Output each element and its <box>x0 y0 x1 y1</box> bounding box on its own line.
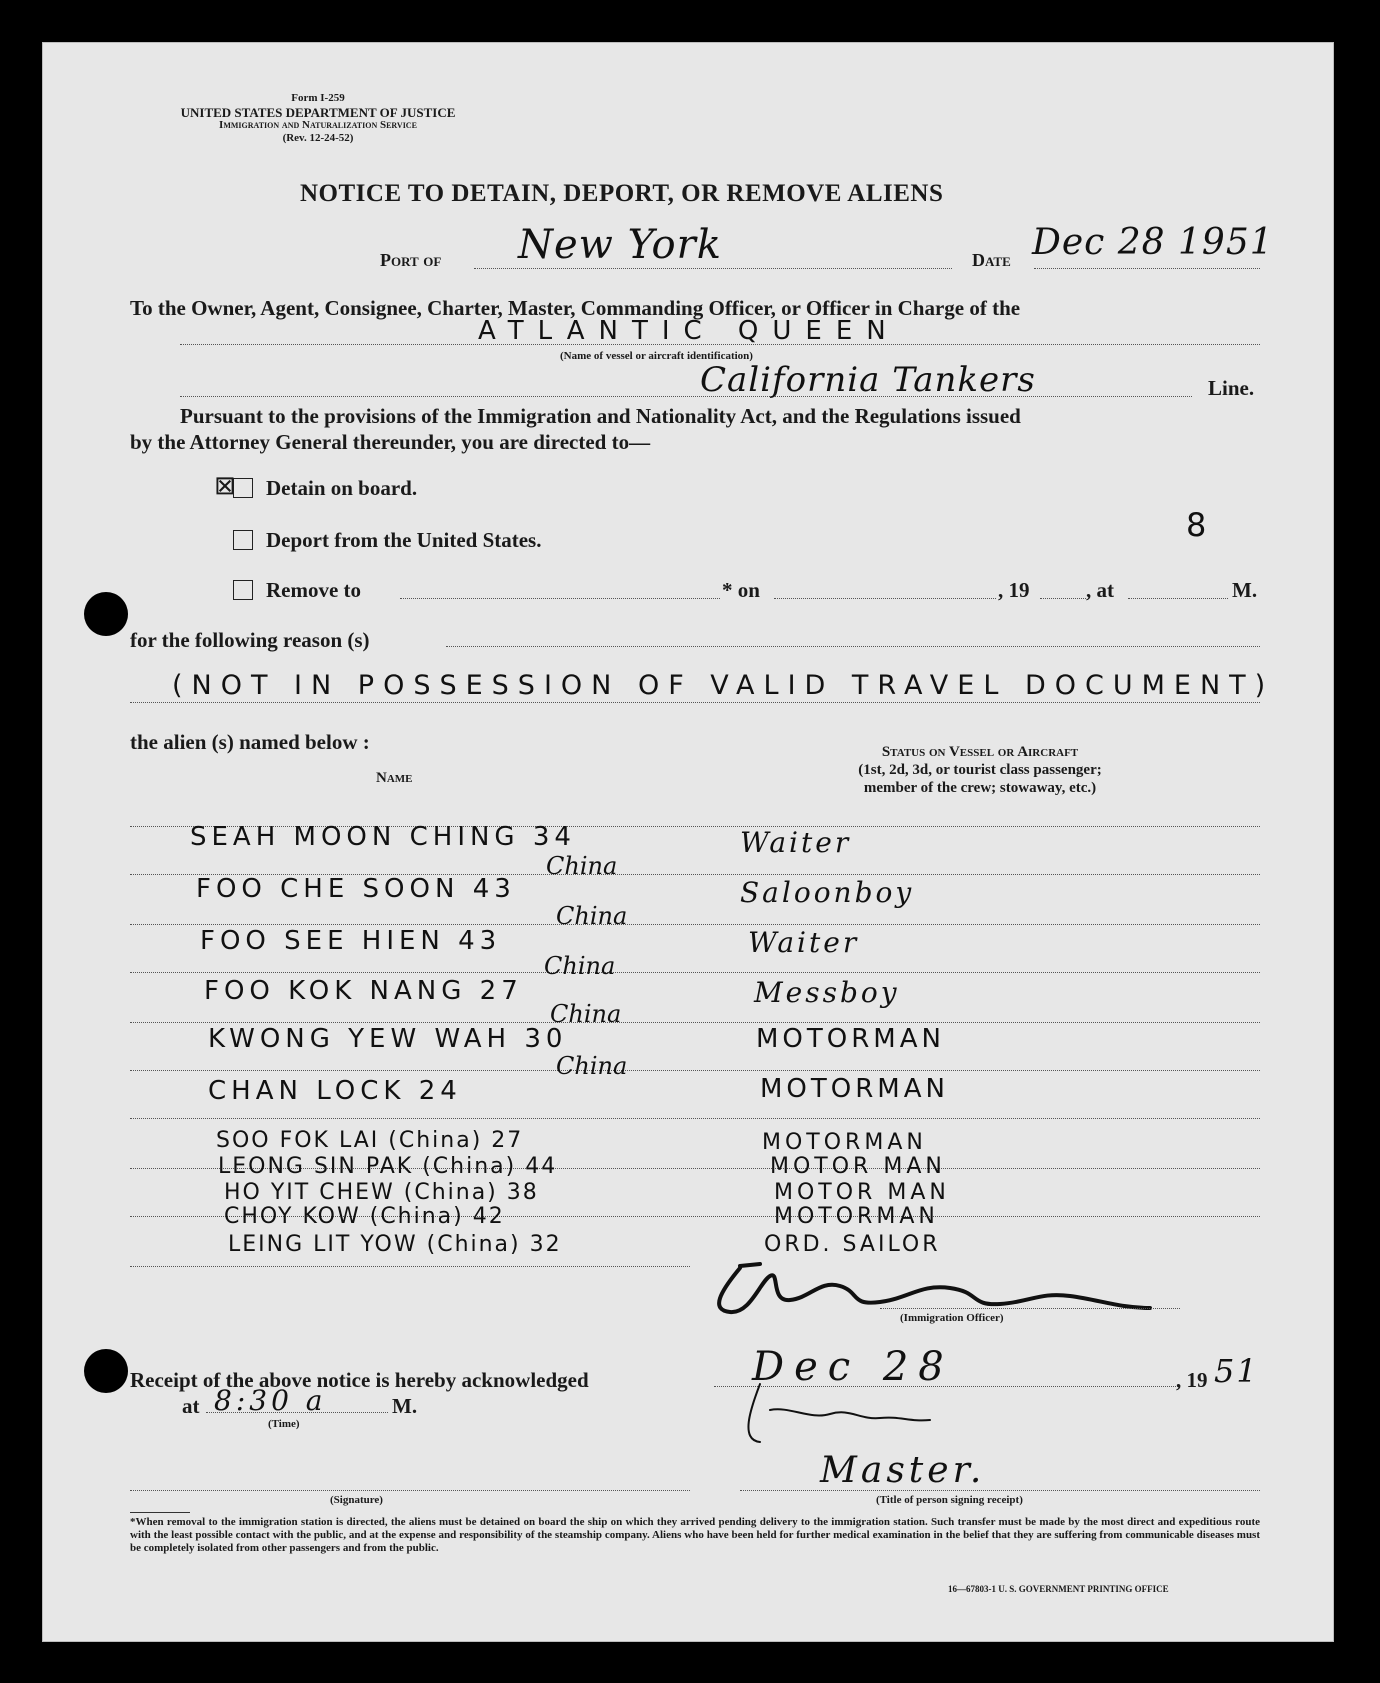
alien-status: MOTOR MAN <box>770 1154 946 1179</box>
remove-on-line <box>774 598 996 599</box>
alien-name: LEONG SIN PAK (China) 44 <box>218 1154 558 1179</box>
vessel-caption: (Name of vessel or aircraft identification) <box>560 350 753 362</box>
receipt-time-value: 8:30 a <box>214 1384 327 1417</box>
alien-status: MOTORMAN <box>760 1074 949 1104</box>
receipt-m-label: M. <box>392 1394 418 1418</box>
line-value: California Tankers <box>700 360 1036 400</box>
form-number: Form I-259 <box>291 92 345 104</box>
printer-line: 16—67803-1 U. S. GOVERNMENT PRINTING OFFICE <box>948 1584 1169 1594</box>
alien-status: Messboy <box>754 976 900 1009</box>
deport-checkbox[interactable] <box>233 530 253 550</box>
alien-status: Saloonboy <box>740 876 915 909</box>
receipt-text: Receipt of the above notice is hereby acknowledged <box>130 1368 589 1392</box>
alien-note: China <box>546 852 618 880</box>
alien-name: SEAH MOON CHING 34 <box>190 822 576 852</box>
remove-to-line <box>400 598 720 599</box>
revision: (Rev. 12-24-52) <box>282 132 354 144</box>
row-line <box>130 1118 1260 1119</box>
detain-checkmark-icon: ⊠ <box>214 471 236 501</box>
alien-name: FOO SEE HIEN 43 <box>200 926 502 956</box>
line-label: Line. <box>1208 376 1255 400</box>
reason-line2 <box>130 702 1260 703</box>
punch-hole <box>84 592 128 636</box>
name-header: Name <box>376 770 413 786</box>
alien-name: SOO FOK LAI (China) 27 <box>216 1128 524 1153</box>
remove-at-line <box>1128 598 1228 599</box>
row-line <box>130 924 1260 925</box>
remove-m-label: M. <box>1232 578 1258 602</box>
receipt-title-value: Master. <box>820 1450 986 1491</box>
reason-value: (NOT IN POSSESSION OF VALID TRAVEL DOCUMENT) <box>172 670 1275 701</box>
footnote-rule <box>130 1512 190 1513</box>
line-line <box>180 396 1192 397</box>
officer-caption: (Immigration Officer) <box>900 1312 1004 1324</box>
alien-name: FOO KOK NANG 27 <box>204 976 523 1006</box>
port-label: Port of <box>380 250 442 270</box>
detain-checkbox[interactable] <box>233 478 253 498</box>
alien-status: Waiter <box>740 826 852 859</box>
remove-label: Remove to <box>266 578 362 602</box>
row-line <box>130 1022 1260 1023</box>
port-line <box>474 268 952 269</box>
alien-name: LEING LIT YOW (China) 32 <box>228 1232 562 1257</box>
alien-status: MOTORMAN <box>762 1130 927 1155</box>
title-line <box>740 1490 1260 1491</box>
row-line <box>130 1070 1260 1071</box>
alien-name: CHAN LOCK 24 <box>208 1076 462 1106</box>
remove-on-label: * on <box>722 578 760 602</box>
alien-status: ORD. SAILOR <box>764 1232 941 1257</box>
alien-name: CHOY KOW (China) 42 <box>224 1204 505 1229</box>
addressee-text: To the Owner, Agent, Consignee, Charter, Master, Commanding Officer, or Officer in Charge of the <box>130 296 1021 320</box>
status-sub1: (1st, 2d, 3d, or tourist class passenger; <box>858 762 1102 778</box>
alien-note: China <box>544 952 616 980</box>
row-line <box>130 972 1260 973</box>
status-sub2: member of the crew; stowaway, etc.) <box>863 780 1097 796</box>
alien-status: MOTORMAN <box>756 1024 945 1054</box>
officer-line <box>880 1308 1180 1309</box>
aliens-label: the alien (s) named below : <box>130 730 370 754</box>
status-header: Status on Vessel or Aircraft <box>881 744 1079 760</box>
alien-name: KWONG YEW WAH 30 <box>208 1024 568 1054</box>
punch-hole <box>84 1349 128 1393</box>
receipt-year-label: , 19 <box>1176 1368 1208 1392</box>
remove-year-label: , 19 <box>998 578 1030 602</box>
department: UNITED STATES DEPARTMENT OF JUSTICE <box>180 105 456 120</box>
remove-year-line <box>1040 598 1086 599</box>
pursuant-line1: Pursuant to the provisions of the Immigration and Nationality Act, and the Regulations issued <box>180 404 1021 428</box>
alien-status: Waiter <box>748 926 860 959</box>
receipt-date-value: Dec 28 <box>752 1344 954 1390</box>
margin-number: 8 <box>1186 506 1207 544</box>
alien-note: China <box>556 1052 628 1080</box>
signature-caption: (Signature) <box>330 1494 383 1506</box>
alien-note: China <box>556 902 628 930</box>
receipt-at-label: at <box>182 1394 200 1418</box>
signature-line <box>130 1490 690 1491</box>
form-title: NOTICE TO DETAIN, DEPORT, OR REMOVE ALIENS <box>300 180 944 207</box>
remove-at-label: , at <box>1086 578 1114 602</box>
service: Immigration and Naturalization Service <box>219 119 417 131</box>
date-label: Date <box>972 250 1011 270</box>
alien-note: China <box>550 1000 622 1028</box>
date-line <box>1034 268 1260 269</box>
date-value: Dec 28 1951 <box>1032 222 1274 263</box>
footnote: *When removal to the immigration station is directed, the aliens must be detained on board the ship on which they arrived pending delivery to the immigration station. Such transfer must be made by the most direct and expeditious route with the least possible contact with the public, and at the expense and responsibility of the steamship company. Aliens who have been held for further medical examination in the belief that they are suffering from communicable diseases must be completely isolated from other passengers and from the public. <box>130 1516 1260 1554</box>
receipt-year-value: 51 <box>1214 1352 1259 1390</box>
reason-label: for the following reason (s) <box>130 628 370 652</box>
vessel-name: ATLANTIC QUEEN <box>478 316 900 346</box>
detain-label: Detain on board. <box>266 476 418 500</box>
reason-line1 <box>446 646 1260 647</box>
title-caption: (Title of person signing receipt) <box>876 1494 1023 1506</box>
time-caption: (Time) <box>268 1418 300 1430</box>
port-value: New York <box>518 222 722 268</box>
alien-status: MOTORMAN <box>774 1204 939 1229</box>
alien-name: FOO CHE SOON 43 <box>196 874 516 904</box>
deport-label: Deport from the United States. <box>266 528 542 552</box>
row-line <box>130 1266 690 1267</box>
alien-status: MOTOR MAN <box>774 1180 950 1205</box>
remove-checkbox[interactable] <box>233 580 253 600</box>
alien-name: HO YIT CHEW (China) 38 <box>224 1180 539 1205</box>
pursuant-line2: by the Attorney General thereunder, you are directed to— <box>130 430 651 454</box>
